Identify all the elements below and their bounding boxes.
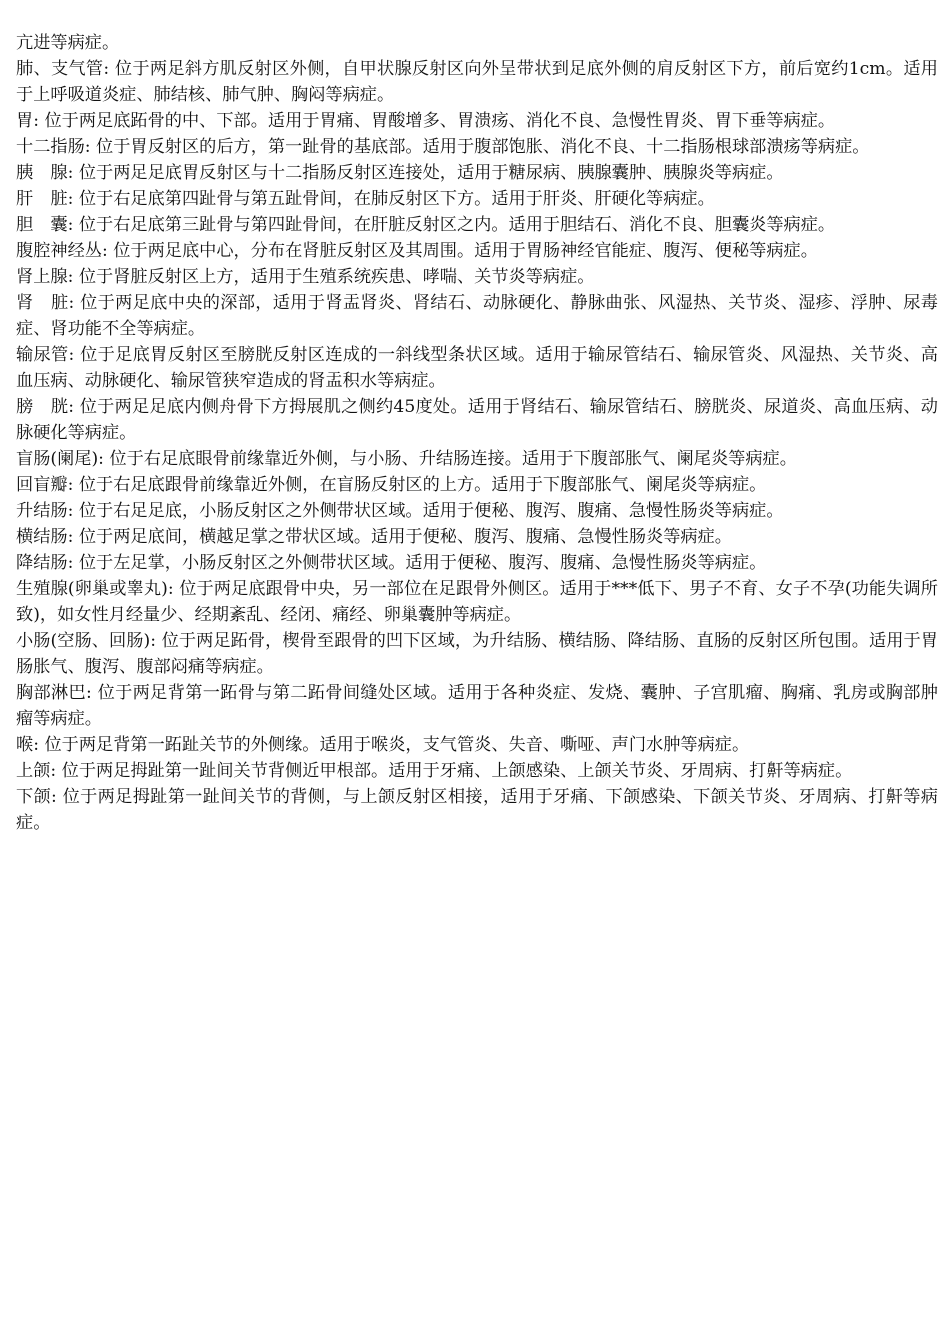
paragraph-kidney: 肾 脏: 位于两足底中央的深部，适用于肾盂肾炎、肾结石、动脉硬化、静脉曲张、风湿热、关节炎、湿疹、浮肿、尿毒症、肾功能不全等病症。: [16, 293, 938, 339]
paragraph-upper-jaw: 上颌: 位于两足拇趾第一趾间关节背侧近甲根部。适用于牙痛、上颌感染、上颌关节炎、牙周病、打鼾等病症。: [16, 761, 853, 781]
paragraph-ureter: 输尿管: 位于足底胃反射区至膀胱反射区连成的一斜线型条状区域。适用于输尿管结石、输尿管炎、风湿热、关节炎、高血压病、动脉硬化、输尿管狭窄造成的肾盂积水等病症。: [16, 345, 938, 391]
document-body: [16, 30, 938, 836]
paragraph-lower-jaw: 下颌: 位于两足拇趾第一趾间关节的背侧，与上颌反射区相接，适用于牙痛、下颌感染、下颌关节炎、牙周病、打鼾等病症。: [16, 787, 938, 833]
paragraph-chest-lymph: 胸部淋巴: 位于两足背第一跖骨与第二跖骨间缝处区域。适用于各种炎症、发烧、囊肿、子宫肌瘤、胸痛、乳房或胸部肿瘤等病症。: [16, 683, 938, 729]
paragraph-throat: 喉: 位于两足背第一跖趾关节的外侧缘。适用于喉炎，支气管炎、失音、嘶哑、声门水肿等病症。: [16, 735, 750, 755]
paragraph-ascending-colon: 升结肠: 位于右足足底，小肠反射区之外侧带状区域。适用于便秘、腹泻、腹痛、急慢性肠炎等病症。: [16, 501, 784, 521]
paragraph-lung-bronchi: 肺、支气管: 位于两足斜方肌反射区外侧，自甲状腺反射区向外呈带状到足底外侧的肩反射区下方，前后宽约1cm。适用于上呼吸道炎症、肺结核、肺气肿、胸闷等病症。: [16, 59, 938, 105]
paragraph-cecum: 盲肠(阑尾): 位于右足底眼骨前缘靠近外侧，与小肠、升结肠连接。适用于下腹部胀气、阑尾炎等病症。: [16, 449, 797, 469]
paragraph-adrenal: 肾上腺: 位于肾脏反射区上方，适用于生殖系统疾患、哮喘、关节炎等病症。: [16, 267, 595, 287]
paragraph-descending-colon: 降结肠: 位于左足掌，小肠反射区之外侧带状区域。适用于便秘、腹泻、腹痛、急慢性肠炎等病症。: [16, 553, 767, 573]
paragraph-ileocecal-valve: 回盲瓣: 位于右足底跟骨前缘靠近外侧，在盲肠反射区的上方。适用于下腹部胀气、阑尾炎等病症。: [16, 475, 767, 495]
paragraph-gonads: 生殖腺(卵巢或睾丸): 位于两足底跟骨中央，另一部位在足跟骨外侧区。适用于***低下、男子不育、女子不孕(功能失调所致)，如女性月经量少、经期紊乱、经闭、痛经、卵巢囊肿等病症。: [16, 579, 938, 625]
paragraph-stomach: 胃: 位于两足底跖骨的中、下部。适用于胃痛、胃酸增多、胃溃疡、消化不良、急慢性胃炎、胃下垂等病症。: [16, 111, 836, 131]
paragraph-transverse-colon: 横结肠: 位于两足底间，横越足掌之带状区域。适用于便秘、腹泻、腹痛、急慢性肠炎等病症。: [16, 527, 732, 547]
paragraph-small-intestine: 小肠(空肠、回肠): 位于两足跖骨，楔骨至跟骨的凹下区域，为升结肠、横结肠、降结肠、直肠的反射区所包围。适用于胃肠胀气、腹泻、腹部闷痛等病症。: [16, 631, 938, 677]
paragraph-liver: 肝 脏: 位于右足底第四趾骨与第五趾骨间，在肺反射区下方。适用于肝炎、肝硬化等病症。: [16, 189, 715, 209]
paragraph-pancreas: 胰 腺: 位于两足足底胃反射区与十二指肠反射区连接处，适用于糖尿病、胰腺囊肿、胰腺炎等病症。: [16, 163, 784, 183]
paragraph-bladder: 膀 胱: 位于两足足底内侧舟骨下方拇展肌之侧约45度处。适用于肾结石、输尿管结石、膀胱炎、尿道炎、高血压病、动脉硬化等病症。: [16, 397, 938, 443]
paragraph-duodenum: 十二指肠: 位于胃反射区的后方，第一趾骨的基底部。适用于腹部饱胀、消化不良、十二指肠根球部溃疡等病症。: [16, 137, 870, 157]
paragraph-continuation: 亢进等病症。: [16, 33, 120, 53]
paragraph-celiac-plexus: 腹腔神经丛: 位于两足底中心，分布在肾脏反射区及其周围。适用于胃肠神经官能症、腹泻、便秘等病症。: [16, 241, 818, 261]
paragraph-gallbladder: 胆 囊: 位于右足底第三趾骨与第四趾骨间，在肝脏反射区之内。适用于胆结石、消化不良、胆囊炎等病症。: [16, 215, 836, 235]
